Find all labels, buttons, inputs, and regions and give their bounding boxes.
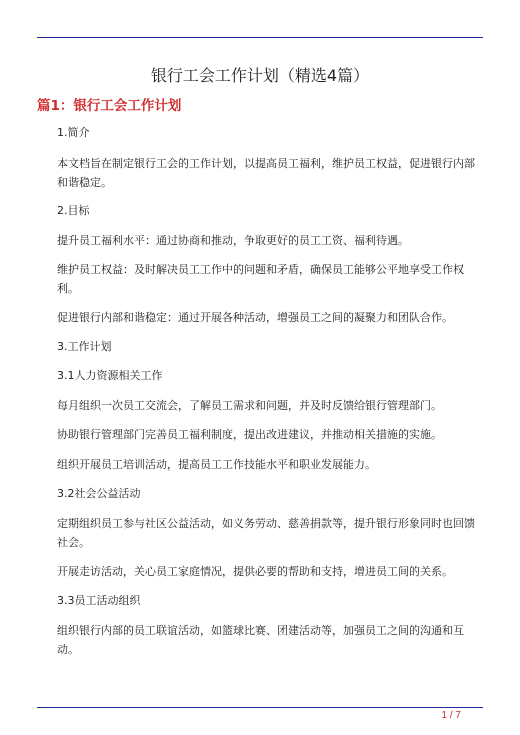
paragraph-goal-welfare: 提升员工福利水平：通过协商和推动，争取更好的员工工资、福利待遇。 [57,234,409,247]
heading-work-plan: 3.工作计划 [57,340,112,353]
document-title: 银行工会工作计划（精选4篇） [150,66,370,85]
page-indicator: 1 / 7 [441,710,461,721]
paragraph-social-events: 组织银行内部的员工联谊活动，如篮球比赛、团建活动等，加强员工之间的沟通和互动。 [57,624,464,656]
section-title: 篇1：银行工会工作计划 [37,98,182,114]
heading-employee-activities: 3.3员工活动组织 [57,594,141,607]
paragraph-community-activities: 定期组织员工参与社区公益活动，如义务劳动、慈善捐款等，提升银行形象同时也回馈社会。 [57,517,475,549]
paragraph-goal-rights: 维护员工权益：及时解决员工工作中的问题和矛盾，确保员工能够公平地享受工作权利。 [57,263,464,295]
paragraph-introduction: 本文档旨在制定银行工会的工作计划，以提高员工福利，维护员工权益，促进银行内部和谐稳定。 [57,157,475,189]
heading-hr-work: 3.1人力资源相关工作 [57,369,163,382]
heading-goals: 2.目标 [57,204,90,217]
paragraph-hr-training: 组织开展员工培训活动，提高员工工作技能水平和职业发展能力。 [57,458,376,471]
paragraph-goal-harmony: 促进银行内部和谐稳定：通过开展各种活动，增强员工之间的凝聚力和团队合作。 [57,311,453,324]
paragraph-hr-welfare-system: 协助银行管理部门完善员工福利制度，提出改进建议，并推动相关措施的实施。 [57,428,442,441]
footer-rule [37,707,483,708]
document-body [57,124,475,659]
header-rule [37,37,483,38]
paragraph-family-visits: 开展走访活动，关心员工家庭情况，提供必要的帮助和支持，增进员工间的关系。 [57,565,453,578]
paragraph-hr-meetings: 每月组织一次员工交流会，了解员工需求和问题，并及时反馈给银行管理部门。 [57,399,442,412]
heading-introduction: 1.简介 [57,126,90,139]
heading-public-welfare: 3.2社会公益活动 [57,487,141,500]
